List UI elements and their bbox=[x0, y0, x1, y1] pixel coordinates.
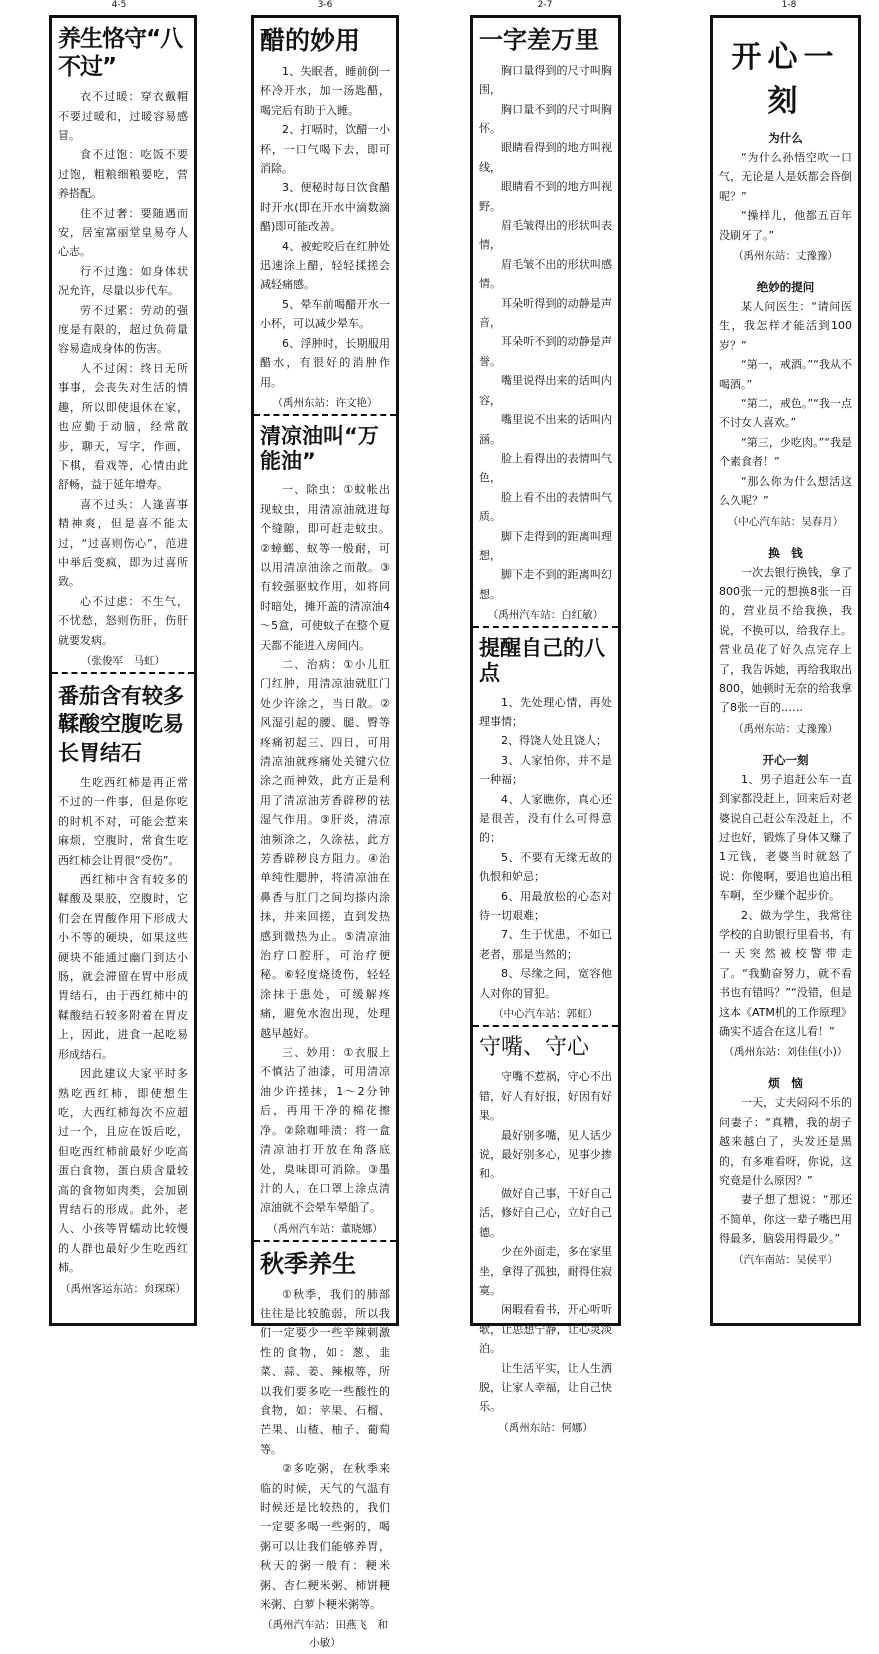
article-title: 提醒自己的八点 bbox=[479, 636, 605, 686]
paragraph: 脸上看不出的表情叫气质。 bbox=[479, 490, 612, 524]
paragraph: 行不过逸：如身体状况允许，尽量以步代车。 bbox=[58, 264, 188, 298]
page-label: 4-5 bbox=[111, 0, 127, 10]
article-source: （禹州汽车站：田燕飞 和小敏） bbox=[262, 1619, 388, 1650]
page-label: 3-6 bbox=[317, 0, 333, 10]
page-label: 2-7 bbox=[537, 0, 553, 10]
paragraph: 眼睛看得到的地方叫视线， bbox=[479, 141, 612, 174]
paragraph: 3、人家怕你，并不是一种福； bbox=[479, 753, 612, 787]
paragraph: 心不过虑：不生气，不忧愁，怒则伤肝，伤肝就要发病。 bbox=[58, 594, 188, 647]
article-title: 清凉油叫“万能油” bbox=[260, 423, 379, 474]
paragraph: 住不过奢：要随遇而安，居室富丽堂皇易夺人心志。 bbox=[58, 206, 188, 259]
paragraph: 因此建议大家平时多熟吃西红柿，即使想生吃，大西红柿每次不应超过一个，且应在饭后吃，但吃西红柿前最好少吃高蛋白食物，蛋白质含量较高的食物如肉类，会加剧胃结石的形成。此外，老人、小孩等胃蠕动比较慢的人群也最好少生吃西红柿。 bbox=[58, 1067, 188, 1275]
column-4 bbox=[710, 15, 861, 1326]
paragraph: 脚下走不到的距离叫幻想。 bbox=[479, 568, 612, 601]
paragraph: 做好自己事，干好自己活，修好自己心，立好自己德。 bbox=[479, 1186, 612, 1239]
paragraph: 让生活平实，让人生洒脱，让家人幸福，让自己快乐。 bbox=[479, 1361, 612, 1414]
paragraph: 某人问医生：“请问医生，我怎样才能活到100岁？” bbox=[719, 300, 852, 352]
article-source: （中心汽车站：吴春月） bbox=[727, 515, 844, 528]
paragraph: 1、先处理心情，再处理事情； bbox=[479, 695, 612, 728]
paragraph: 4、人家瞧你，真心还是很苦，没有什么可得意的； bbox=[479, 792, 612, 845]
paragraph: 食不过饱：吃饭不要过饱，粗粮细粮要吃，营养搭配。 bbox=[58, 148, 188, 201]
article-source: （禹州东站：丈豫豫） bbox=[733, 722, 838, 735]
paragraph: 5、不要有无缘无故的仇恨和妒忌； bbox=[479, 850, 612, 884]
article-source: （张俊军 马虹） bbox=[81, 654, 165, 667]
joke-title: 为什么 bbox=[768, 131, 803, 145]
paragraph: 眼睛看不到的地方叫视野。 bbox=[479, 180, 612, 213]
paragraph: “那么你为什么想活这么久呢？” bbox=[719, 474, 852, 508]
paragraph: 守嘴不惹祸，守心不出错，好人有好报，好因有好果。 bbox=[479, 1070, 612, 1123]
paragraph: 一次去银行换钱，拿了800张一元的想换8张一百的，营业员不给我换，我说，不换可以，给我存上。营业员花了好久点完存上了，我告诉她，再给我取出800，她顿时无奈的给我拿了8张一百的…… bbox=[719, 565, 852, 715]
article-source: （禹州东站：丈豫豫） bbox=[733, 250, 838, 263]
paragraph: “第二，戒色。”“我一点不讨女人喜欢。” bbox=[719, 397, 852, 430]
paragraph: 耳朵听得到的动静是声音， bbox=[479, 296, 612, 330]
joke-title: 烦 恼 bbox=[768, 1076, 803, 1091]
paragraph: 三、妙用：①衣服上不慎沾了油漆，可用清凉油少许搓抹，1～2分钟后，再用干净的棉花擦净。②除咖啡渍：将一盒清凉油打开放在角落底处，臭味即可消除。③墨汁的人，在口罩上涂点清凉油就不会晕车晕船了。 bbox=[260, 1046, 390, 1215]
paragraph: 6、用最放松的心态对待一切艰难； bbox=[479, 889, 612, 923]
paragraph: 胸口量得到的尺寸叫胸围， bbox=[479, 63, 612, 97]
paragraph: 2、得饶人处且饶人； bbox=[501, 734, 607, 748]
paragraph: 8、尽缘之间，宽容他人对你的冒犯。 bbox=[479, 967, 612, 1000]
article-source: （禹州客运东站：贠琛琛） bbox=[60, 1282, 186, 1295]
article-title: 守嘴、守心 bbox=[479, 1035, 590, 1061]
paragraph: 脸上看得出的表情叫气色， bbox=[479, 451, 612, 485]
article-title: 醋的妙用 bbox=[260, 26, 361, 55]
article-title: 一字差万里 bbox=[479, 26, 599, 54]
paragraph: 最好别多嘴，见人话少说，最好别多心，见事少掺和。 bbox=[479, 1128, 612, 1181]
paragraph: 一、除虫：①蚊帐出现蚊虫，用清凉油就进每个缝隙，即可赶走蚊虫。②蟑螂、蚁等一般耐，可以用清凉油涂之而散。③有较强驱蚊作用，如将同时暗处，摊开盖的清凉油4～5盒，可使蚊子在整个夏天都不能进入房间内。 bbox=[260, 483, 390, 652]
article-source: （中心汽车站：郭虹） bbox=[493, 1008, 598, 1021]
article-autumn-health bbox=[254, 1242, 396, 1654]
article-source: （禹州东站：刘佳佳(小)） bbox=[723, 1046, 848, 1059]
paragraph: “操样儿，他都五百年没刷牙了。” bbox=[719, 209, 852, 242]
paragraph: 2、做为学生，我常往学校的自助银行里看书，有一天突然被校警带走了。“我勤奋努力，就不看书也有错吗？”“没错，但是这本《ATM机的工作原理》确实不适合在这儿看！” bbox=[719, 908, 852, 1039]
paragraph: 嘴里说不出来的话叫内涵。 bbox=[479, 413, 612, 446]
paragraph: 眉毛皱不出的形状叫感情。 bbox=[479, 257, 612, 291]
paragraph: 嘴里说得出来的话叫内容， bbox=[479, 374, 612, 407]
article-source: （禹州东站：许文艳） bbox=[272, 396, 378, 409]
column-1 bbox=[49, 15, 197, 1326]
paragraph: 闲暇看看书，开心听听歌，让思想宁静，让心灵淡泊。 bbox=[479, 1303, 612, 1356]
paragraph: 2、打嗝时，饮醋一小杯，一口气喝下去，即可消除。 bbox=[260, 123, 390, 176]
paragraph: 二、治病：①小儿肛门红肿，用清凉油就肛门处少许涂之，当日散。②风湿引起的腰、腿、臀等疼痛初起三、四日，可用清凉油就疼痛处关键穴位涂之而神效，此方正是利用了清凉油芳香辟秽的祛湿气作用。③肝炎，清凉油频涂之，久涂祛，此方芳香辟秽良方阻力。④治单纯性腮肿，将清凉油在鼻香与肛门之间均搽内涂抹，并来回搓，直到发热感到微热为止。⑤清凉油治疗口腔肝，可治疗便秘。⑥轻度烧烫伤，轻轻涂抹于患处，可缓解疼痛，避免水泡出现，处理越早越好。 bbox=[260, 657, 390, 1040]
article-title: 秋季养生 bbox=[260, 1249, 356, 1278]
article-cooling-oil bbox=[254, 416, 396, 1240]
paragraph: 人不过闲：终日无所事事，会丧失对生活的情趣，所以即使退休在家，也应勤于动脑，经常散步，聊天，写字，作画，下棋，看戏等，心情由此舒畅，益于延年增寿。 bbox=[58, 361, 188, 492]
paragraph: 劳不过累：劳动的强度是有限的，超过负荷量容易造成身体的伤害。 bbox=[58, 303, 188, 356]
paragraph: 5、晕车前喝醋开水一小杯，可以减少晕车。 bbox=[260, 297, 390, 331]
article-source: （禹州汽车站：董晓娜） bbox=[267, 1222, 383, 1235]
paragraph: “第三，少吃肉。”“我是个素食者！” bbox=[719, 435, 852, 469]
joke-title: 开心一刻 bbox=[762, 752, 809, 767]
article-eight-reminders bbox=[473, 628, 618, 1025]
paragraph: 少在外面走，多在家里坐，拿得了孤独，耐得住寂寞。 bbox=[479, 1245, 612, 1297]
paragraph: 妻子想了想说：“那还不简单，你这一辈子嘴巴用得最多，脑袋用得最少。” bbox=[719, 1193, 852, 1246]
paragraph: 1、失眠者，睡前倒一杯冷开水，加一汤匙醋，喝完后有助于入睡。 bbox=[260, 65, 390, 117]
article-eight-rules bbox=[52, 18, 194, 672]
paragraph: ②多吃粥，在秋季来临的时候，天气的气温有时候还是比较热的，我们一定要多喝一些粥的，喝粥可以让我们能够养胃，秋天的粥一般有：粳米粥、杏仁粳米粥、柿饼粳米粥、白萝卜粳米粥等。 bbox=[260, 1462, 390, 1612]
paragraph: 胸口量不到的尺寸叫胸怀。 bbox=[479, 102, 612, 136]
paragraph: 生吃西红柿是再正常不过的一件事，但是你吃的时机不对，可能会惹来麻烦，空腹时，常食生吃西红柿会让胃很“受伤”。 bbox=[58, 776, 188, 867]
page-label: 1-8 bbox=[781, 0, 797, 10]
paragraph: 一天，丈夫闷闷不乐的问妻子：“真糟，我的胡子越来越白了，头发还是黑的，有多难看呀，你说，这究竟是什么原因？” bbox=[719, 1096, 852, 1188]
paragraph: 眉毛皱得出的形状叫表情， bbox=[479, 219, 612, 252]
article-vinegar bbox=[254, 18, 396, 414]
article-source: （汽车南站：吴侯平） bbox=[733, 1253, 838, 1266]
paragraph: “第一，戒酒。”“我从不喝酒。” bbox=[719, 358, 852, 391]
article-guard-mouth-heart bbox=[473, 1027, 618, 1439]
paragraph: ①秋季，我们的肺部往往是比较脆弱，所以我们一定要少一些辛辣刺激性的食物，如：葱、韭菜、蒜、姜、辣椒等，所以我们要多吃一些酸性的食物，如：苹果、石榴、芒果、山楂、柚子、葡萄等。 bbox=[260, 1287, 390, 1456]
article-source: （禹州东站：何娜） bbox=[498, 1421, 593, 1434]
paragraph: 6、浮肿时，长期服用醋水，有很好的消肿作用。 bbox=[260, 336, 390, 389]
paragraph: 西红柿中含有较多的鞣酸及果胶，空腹时，它们会在胃酸作用下形成大小不等的硬块，如果这些硬块不能通过幽门到达小肠，就会滞留在胃中形成胃结石，由于西红柿中的鞣酸结石较多附着在胃皮上，因此，进食一起吃易形成结石。 bbox=[58, 873, 188, 1061]
joke-title: 换 钱 bbox=[768, 545, 803, 560]
paragraph: 1、男子追赶公车一直到家都没赶上，回来后对老婆说自己赶公车没赶上，不过也好，锻炼了身体又赚了1元钱，老婆当时就怒了说：你傻啊，要追也追出租车啊，至少赚个起步价。 bbox=[719, 772, 852, 903]
article-source: （禹州汽车站：白红敏） bbox=[487, 609, 604, 622]
paragraph: 3、便秘时每日饮食醋时开水(即在开水中滴数滴醋)即可能改善。 bbox=[260, 181, 390, 234]
paragraph: 7、生于忧患，不如已老者，那是当然的； bbox=[479, 928, 612, 961]
paragraph: 耳朵听不到的动静是声誉。 bbox=[479, 335, 612, 368]
jokes-section bbox=[713, 18, 858, 1271]
column-3 bbox=[470, 15, 621, 1434]
article-one-word bbox=[473, 18, 618, 626]
paragraph: 脚下走得到的距离叫理想， bbox=[479, 529, 612, 562]
paragraph: 衣不过暖：穿衣戴帽不要过暖和，过暖容易感冒。 bbox=[58, 90, 188, 142]
article-title: 养生恪守“八不过” bbox=[58, 26, 183, 80]
article-title: 番茄含有较多鞣酸空腹吃易长胃结石 bbox=[58, 683, 184, 765]
article-tomato bbox=[52, 674, 194, 1300]
section-logo: 开心一刻 bbox=[731, 40, 840, 119]
paragraph: 喜不过头：人逢喜事精神爽，但是喜不能太过，“过喜则伤心”，范进中举后变疯，即为过喜所致。 bbox=[58, 497, 188, 589]
paragraph: “为什么孙悟空吹一口气，无论是人是妖都会昏倒呢？” bbox=[719, 151, 852, 203]
column-2 bbox=[251, 15, 399, 1650]
joke-title: 绝妙的提问 bbox=[756, 280, 815, 295]
paragraph: 4、被蛇咬后在红肿处迅速涂上醋，轻轻揉搓会减轻痛感。 bbox=[260, 239, 390, 292]
